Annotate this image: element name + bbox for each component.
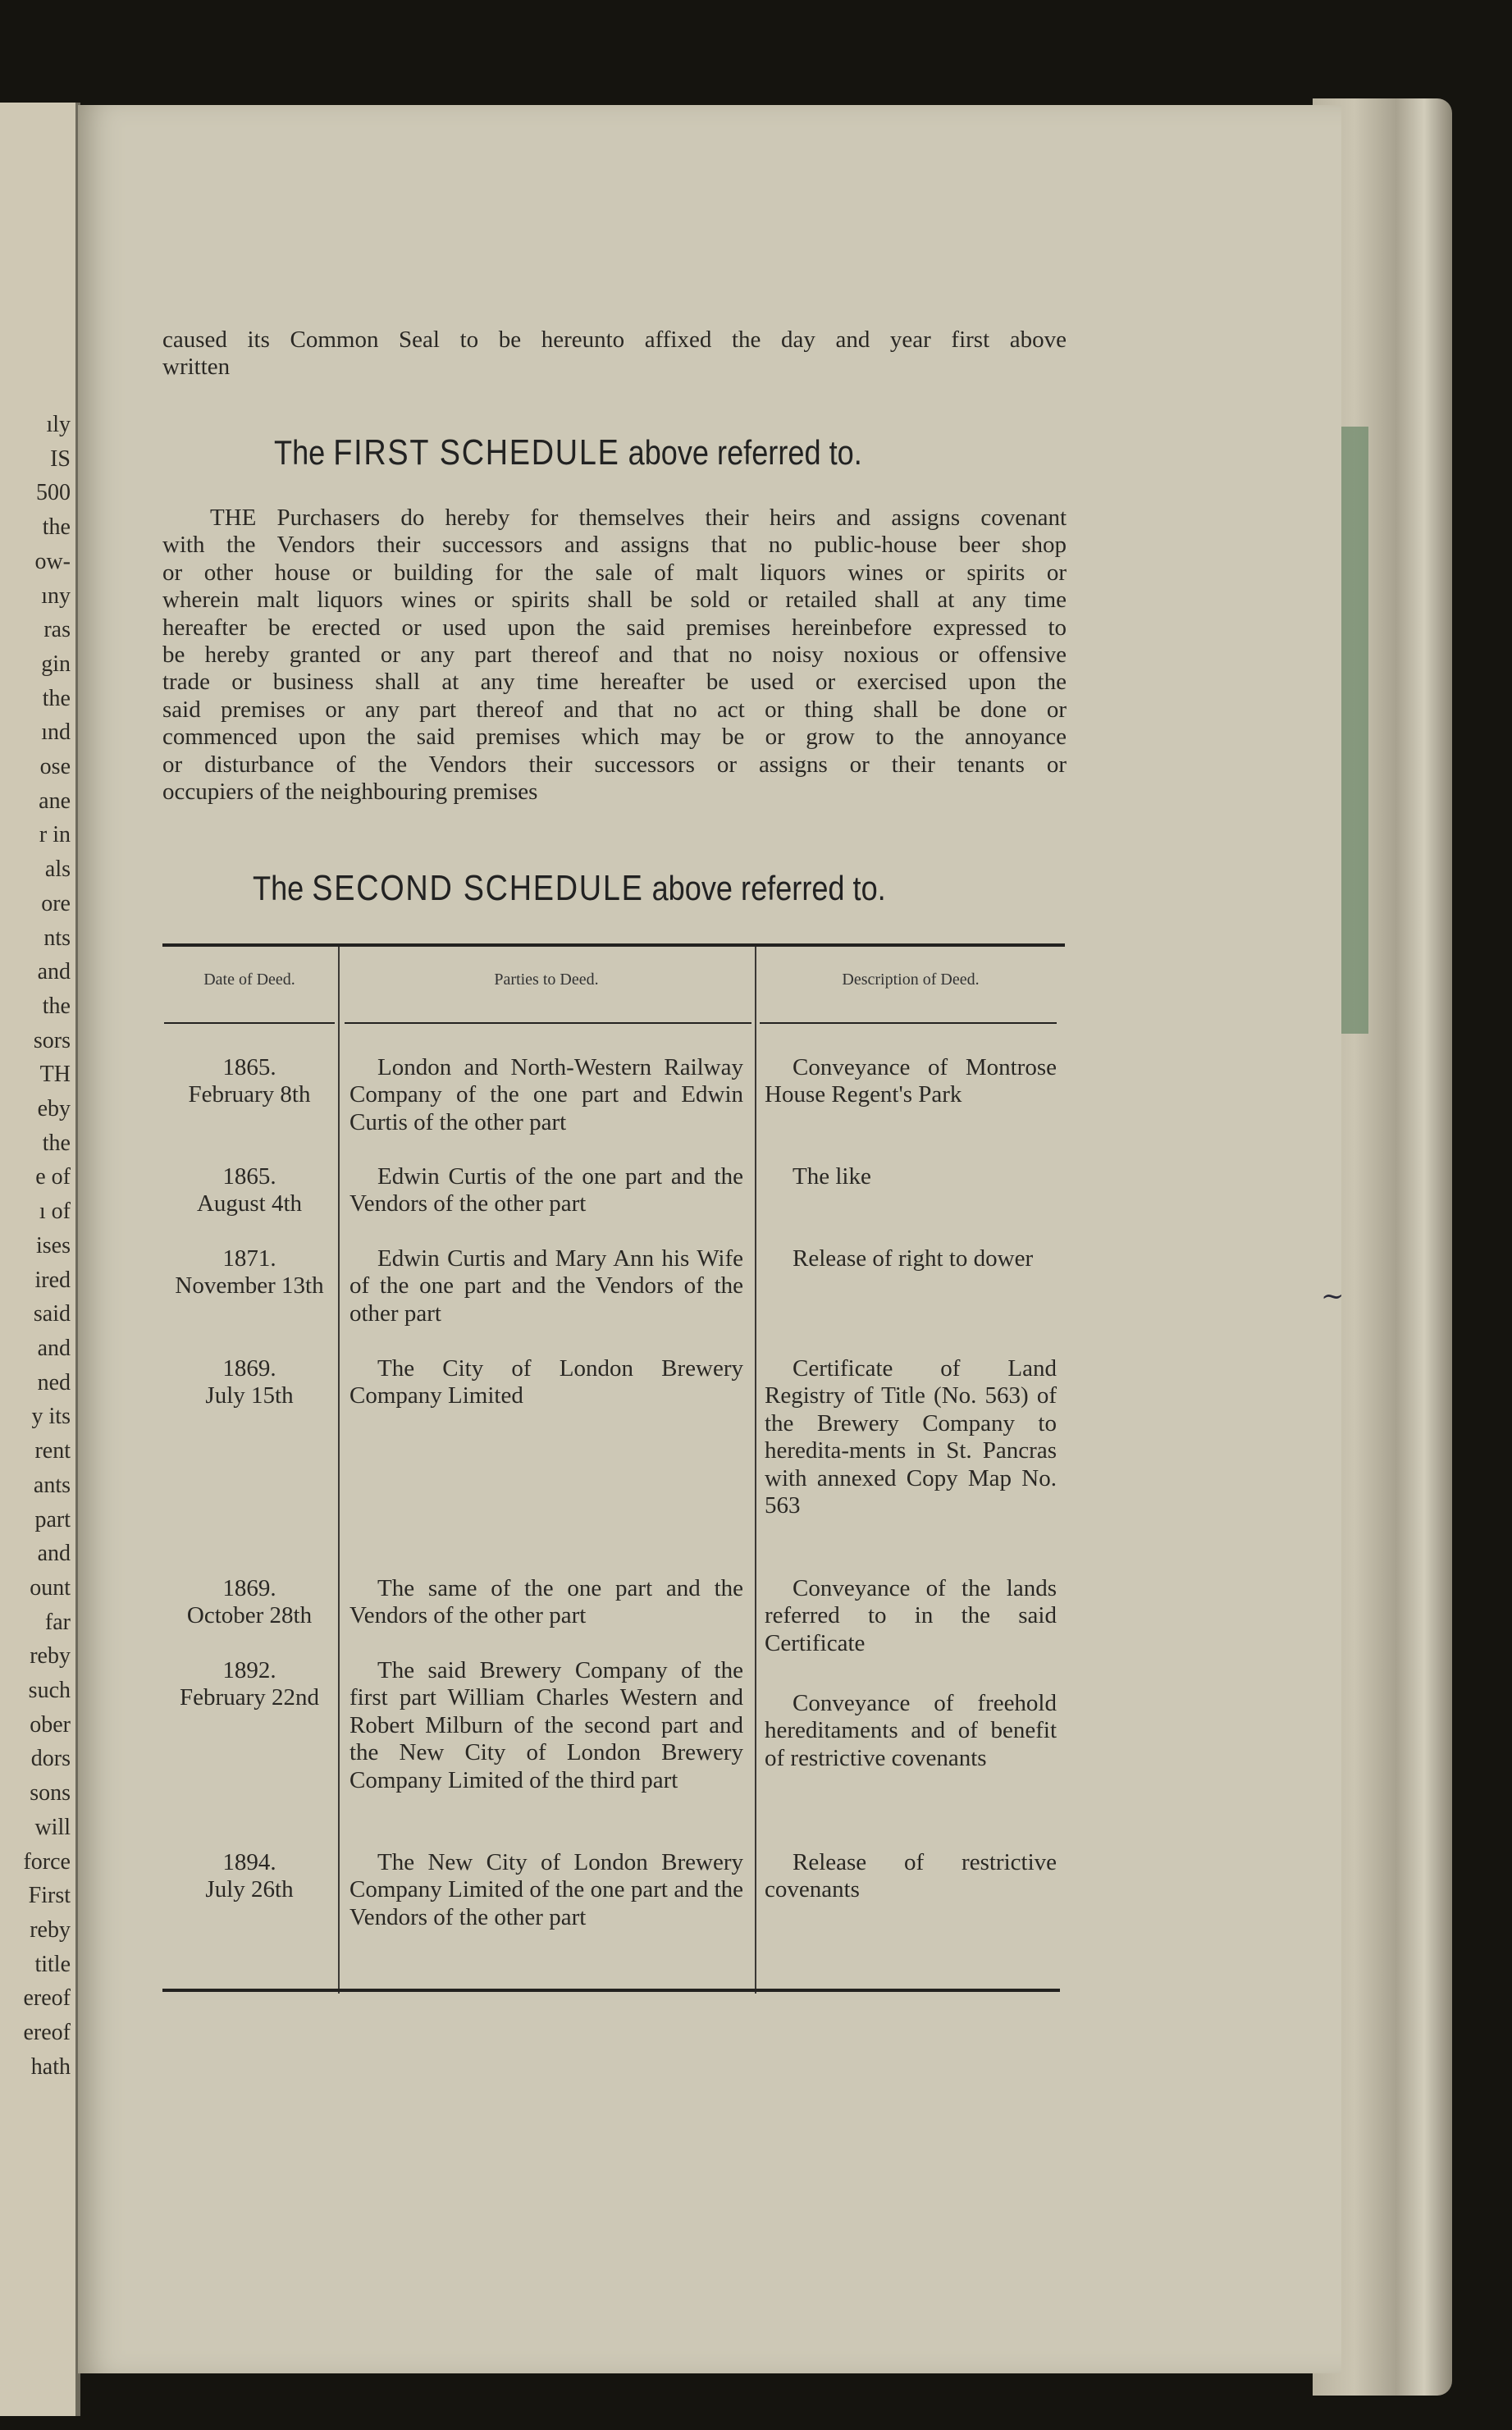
deed-date: July 26th xyxy=(205,1876,294,1902)
left-page-fragment: ras xyxy=(43,617,71,643)
column-header-date: Date of Deed. xyxy=(203,971,295,989)
column-divider xyxy=(338,947,340,1994)
left-page-fragment: will xyxy=(34,1814,71,1840)
deed-year: 1869. xyxy=(222,1355,276,1382)
table-top-rule xyxy=(162,943,1065,947)
deed-year: 1894. xyxy=(222,1849,276,1875)
deed-description: Release of right to dower xyxy=(793,1245,1034,1272)
paragraph-line: with the Vendors their successors and assigns that no public-house beer shop xyxy=(162,532,1067,559)
deed-parties: The New City of London Brewery Company Limited of the one part and the Vendors of the other part xyxy=(349,1849,743,1930)
heading-post: above referred to. xyxy=(651,869,886,907)
heading-caps: SECOND SCHEDULE xyxy=(312,868,644,908)
deed-date: July 15th xyxy=(205,1382,294,1409)
deed-parties: Edwin Curtis of the one part and the Vendors of the other part xyxy=(349,1163,743,1217)
revenue-stamp xyxy=(1337,427,1368,1034)
left-page-text-fragments xyxy=(23,408,71,2084)
deed-year: 1871. xyxy=(222,1245,276,1272)
left-page-fragment: eby xyxy=(37,1096,71,1122)
left-page-fragment: nts xyxy=(43,925,71,951)
column-header-parties: Parties to Deed. xyxy=(494,971,599,989)
left-page-fragment: sors xyxy=(33,1027,71,1053)
left-page-fragment: ore xyxy=(41,890,71,916)
left-page-fragment: the xyxy=(42,685,71,711)
left-page-fragment: and xyxy=(37,1335,71,1361)
handwriting-mark: ~ xyxy=(1321,1280,1345,1313)
paragraph-line: THE Purchasers do hereby for themselves their heirs and assigns covenant xyxy=(210,505,1067,531)
deed-description: Release of restrictive covenants xyxy=(765,1849,1057,1903)
left-page-fragment: sons xyxy=(30,1780,71,1807)
paragraph-line: said premises or any part thereof and that no act or thing shall be done or xyxy=(162,696,1067,723)
header-rule xyxy=(164,1022,335,1024)
left-page-fragment: ants xyxy=(33,1472,71,1498)
left-page-fragment: force xyxy=(23,1848,71,1875)
left-page-fragment: y its xyxy=(31,1404,71,1430)
left-page-fragment: als xyxy=(44,856,71,883)
deed-date: August 4th xyxy=(196,1190,303,1217)
left-page-fragment: ereof xyxy=(23,1985,71,2012)
left-page-fragment: dors xyxy=(30,1746,71,1772)
first-schedule-paragraph xyxy=(162,505,1067,806)
deed-parties: The said Brewery Company of the first part William Charles Western and Robert Milburn of the second part and the New City of London Brewery Company Limited of the third part xyxy=(349,1657,743,1793)
left-page-fragment: ned xyxy=(37,1369,71,1395)
deed-description: Conveyance of Montrose House Regent's Park xyxy=(765,1054,1057,1108)
heading-pre: The xyxy=(253,869,304,907)
deed-description: Conveyance of freehold hereditaments and of benefit of restrictive covenants xyxy=(765,1690,1057,1771)
left-page-fragment: such xyxy=(28,1678,71,1704)
left-page-fragment: ıny xyxy=(41,582,71,609)
header-rule xyxy=(345,1022,751,1024)
paragraph-line: or other house or building for the sale of malt liquors wines or spirits or xyxy=(162,559,1067,586)
left-page-fragment: hath xyxy=(30,2053,71,2080)
left-page-fragment: ereof xyxy=(23,2020,71,2046)
left-page-fragment: reby xyxy=(30,1643,71,1669)
paragraph-line: hereafter be erected or used upon the said premises hereinbefore expressed to xyxy=(162,614,1067,641)
deed-parties: Edwin Curtis and Mary Ann his Wife of the one part and the Vendors of the other part xyxy=(349,1245,743,1327)
deed-description: Certificate of Land Registry of Title (No. 563) of the Brewery Company to heredita-ments in St. Pancras with annexed Copy Map No. 563 xyxy=(765,1355,1057,1519)
left-page-fragment: ınd xyxy=(41,719,71,746)
table-bottom-rule xyxy=(162,1989,1060,1992)
deed-date: November 13th xyxy=(175,1272,324,1299)
heading-pre: The xyxy=(274,433,326,472)
deed-description: The like xyxy=(793,1163,871,1190)
deed-year: 1869. xyxy=(222,1575,276,1601)
left-page-fragment: the xyxy=(42,514,71,541)
left-page-fragment: reby xyxy=(30,1916,71,1943)
paragraph-line: commenced upon the said premises which may be or grow to the annoyance xyxy=(162,724,1067,751)
left-page-fragment: 500 xyxy=(36,480,71,506)
deed-date: February 22nd xyxy=(180,1684,319,1711)
deed-description: Conveyance of the lands referred to in the said Certificate xyxy=(765,1575,1057,1656)
left-page-fragment: First xyxy=(28,1883,71,1909)
deed-parties: The same of the one part and the Vendors of the other part xyxy=(349,1575,743,1629)
first-schedule-heading xyxy=(274,432,862,473)
heading-caps: FIRST SCHEDULE xyxy=(333,432,620,473)
opening-text xyxy=(162,327,1067,381)
left-page-fragment: the xyxy=(42,993,71,1019)
deed-date: February 8th xyxy=(188,1081,311,1108)
left-page-fragment: ane xyxy=(39,788,71,814)
left-page-fragment: the xyxy=(42,1130,71,1156)
left-page-fragment: ı of xyxy=(39,1199,71,1225)
left-page-fragment: rent xyxy=(34,1438,71,1464)
left-page-fragment: ired xyxy=(34,1267,71,1293)
left-page-fragment: title xyxy=(34,1951,71,1977)
header-rule xyxy=(760,1022,1057,1024)
left-page-fragment: said xyxy=(33,1301,71,1327)
paragraph-line: trade or business shall at any time hereafter be used or exercised upon the xyxy=(162,669,1067,696)
left-page-fragment: gin xyxy=(41,651,71,677)
left-page-fragment: TH xyxy=(39,1062,71,1088)
deed-year: 1865. xyxy=(222,1163,276,1190)
left-page-fragment: ow- xyxy=(34,548,71,574)
paragraph-line: be hereby granted or any part thereof and that no noisy noxious or offensive xyxy=(162,641,1067,668)
heading-post: above referred to. xyxy=(628,433,862,472)
left-page-fragment: part xyxy=(34,1506,71,1532)
paragraph-line: or disturbance of the Vendors their successors or assigns or their tenants or xyxy=(162,751,1067,778)
left-page-fragment: IS xyxy=(50,445,71,472)
deed-parties: The City of London Brewery Company Limited xyxy=(349,1355,743,1409)
deed-year: 1865. xyxy=(222,1054,276,1080)
left-page-fragment: ober xyxy=(30,1711,71,1738)
deed-date: October 28th xyxy=(186,1602,313,1628)
left-page-fragment: far xyxy=(44,1609,71,1635)
left-page-fragment: ose xyxy=(39,754,71,780)
left-page-fragment: ıly xyxy=(46,412,71,437)
left-page-fragment: and xyxy=(37,1541,71,1567)
left-page-fragment: e of xyxy=(35,1164,71,1190)
left-page-fragment: ises xyxy=(36,1232,71,1258)
second-schedule-heading xyxy=(253,868,886,909)
paragraph-line: occupiers of the neighbouring premises xyxy=(162,778,538,805)
deed-year: 1892. xyxy=(222,1657,276,1683)
left-page-fragment: r in xyxy=(39,822,71,848)
deed-parties: London and North-Western Railway Company of the one part and Edwin Curtis of the other part xyxy=(349,1054,743,1135)
left-page-fragment: and xyxy=(37,959,71,985)
left-page-fragment: ount xyxy=(30,1574,71,1601)
column-divider xyxy=(755,947,756,1994)
opening-line: written xyxy=(162,354,231,381)
opening-line: caused its Common Seal to be hereunto affixed the day and year first above xyxy=(162,327,1067,353)
paragraph-line: wherein malt liquors wines or spirits shall be sold or retailed shall at any time xyxy=(162,587,1067,614)
column-header-description: Description of Deed. xyxy=(842,971,980,989)
left-facing-page xyxy=(0,103,80,2416)
